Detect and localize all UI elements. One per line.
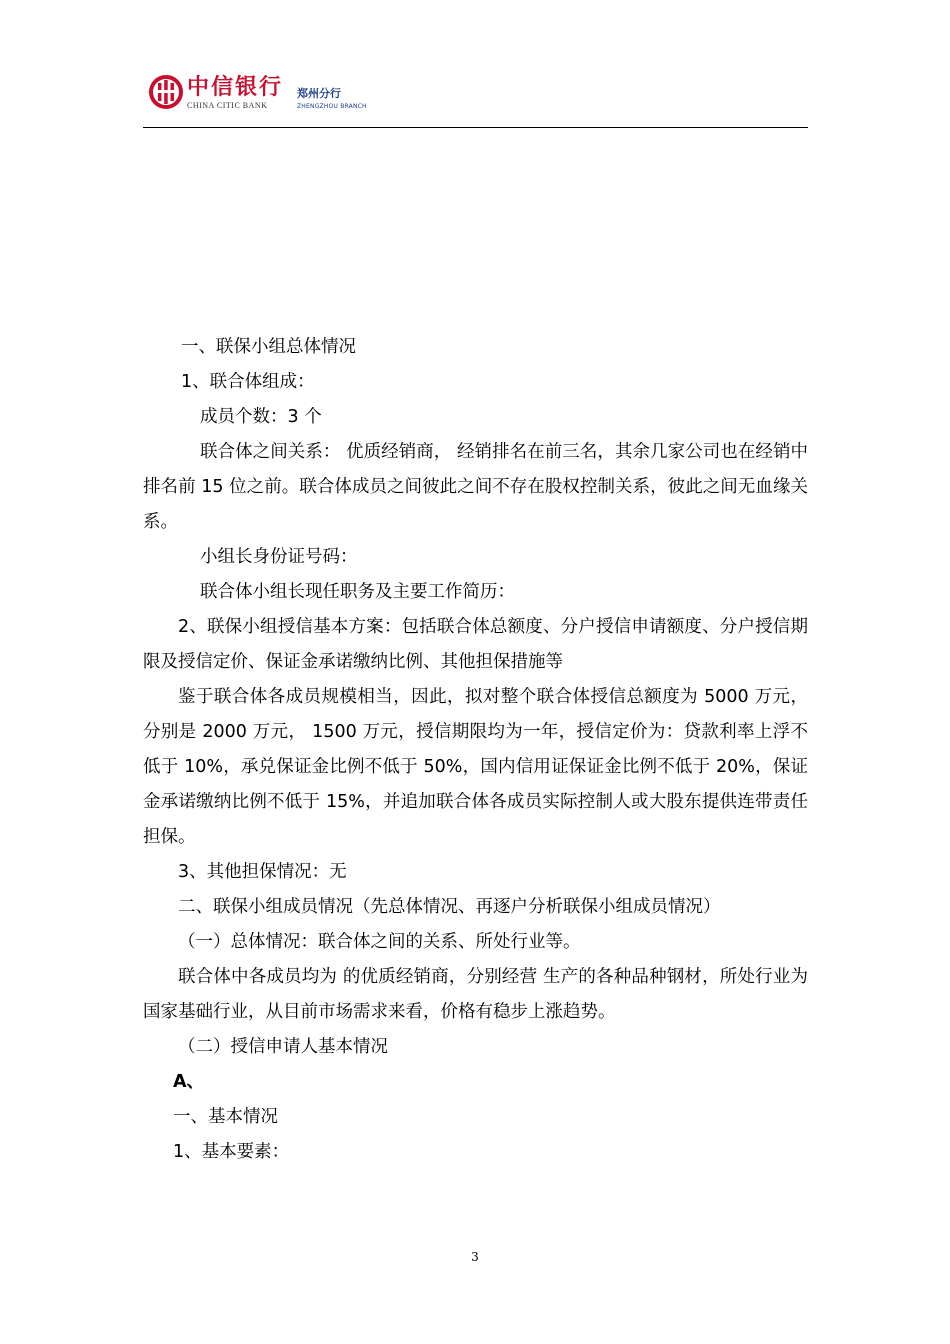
branch-name-en: ZHENGZHOU BRANCH — [297, 103, 367, 110]
paragraph: 小组长身份证号码： — [200, 547, 358, 567]
subsection-heading: 1、联合体组成： — [181, 372, 315, 392]
subsection-heading: 2、联保小组授信基本方案：包括联合体总额度、分户授信申请额度、分户授信期限及授信定价、保证金承诺缴纳比例、其他担保措施等 — [143, 617, 808, 672]
paragraph: 联合体中各成员均为 的优质经销商，分别经营 生产的各种品种钢材，所处行业为国家基础行业，从目前市场需求来看，价格有稳步上涨趋势。 — [143, 967, 808, 1022]
subsection-heading: 1、基本要素： — [173, 1142, 290, 1162]
section-heading: 一、基本情况 — [173, 1107, 278, 1127]
paragraph: 联合体小组长现任职务及主要工作简历： — [200, 582, 515, 602]
page-header — [143, 64, 808, 130]
subsection-heading: （一）总体情况：联合体之间的关系、所处行业等。 — [178, 932, 581, 952]
branch-name-cn: 郑州分行 — [297, 87, 341, 100]
document-body — [143, 330, 808, 1170]
citic-logo-icon — [149, 75, 183, 109]
section-heading-2: 二、联保小组成员情况（先总体情况、再逐户分析联保小组成员情况） — [178, 897, 721, 917]
paragraph: 联合体之间关系： 优质经销商， 经销排名在前三名，其余几家公司也在经销中排名前 15 位之前。联合体成员之间彼此之间不存在股权控制关系，彼此之间无血缘关系。 — [143, 442, 808, 532]
bank-name-en: CHINA CITIC BANK — [187, 101, 268, 110]
applicant-label: A、 — [173, 1072, 205, 1092]
page-number: 3 — [471, 1250, 479, 1264]
bank-name-cn: 中信银行 — [187, 74, 284, 100]
section-heading-1: 一、联保小组总体情况 — [181, 337, 356, 357]
header-divider — [143, 127, 808, 128]
subsection-heading: （二）授信申请人基本情况 — [178, 1037, 388, 1057]
paragraph: 鉴于联合体各成员规模相当，因此，拟对整个联合体授信总额度为 5000 万元，分别是 2000 万元， 1500 万元，授信期限均为一年，授信定价为：贷款利率上浮不低于 10%，承兑保证金比例不低于 50%，国内信用证保证金比例不低于 20%，保证金承诺缴纳比例不低于 15%，并追加联合体各成员实际控制人或大股东提供连带责任担保。 — [143, 687, 808, 847]
paragraph: 成员个数：3 个 — [200, 407, 322, 427]
subsection-heading: 3、其他担保情况：无 — [178, 862, 347, 882]
bank-logo — [149, 69, 375, 117]
